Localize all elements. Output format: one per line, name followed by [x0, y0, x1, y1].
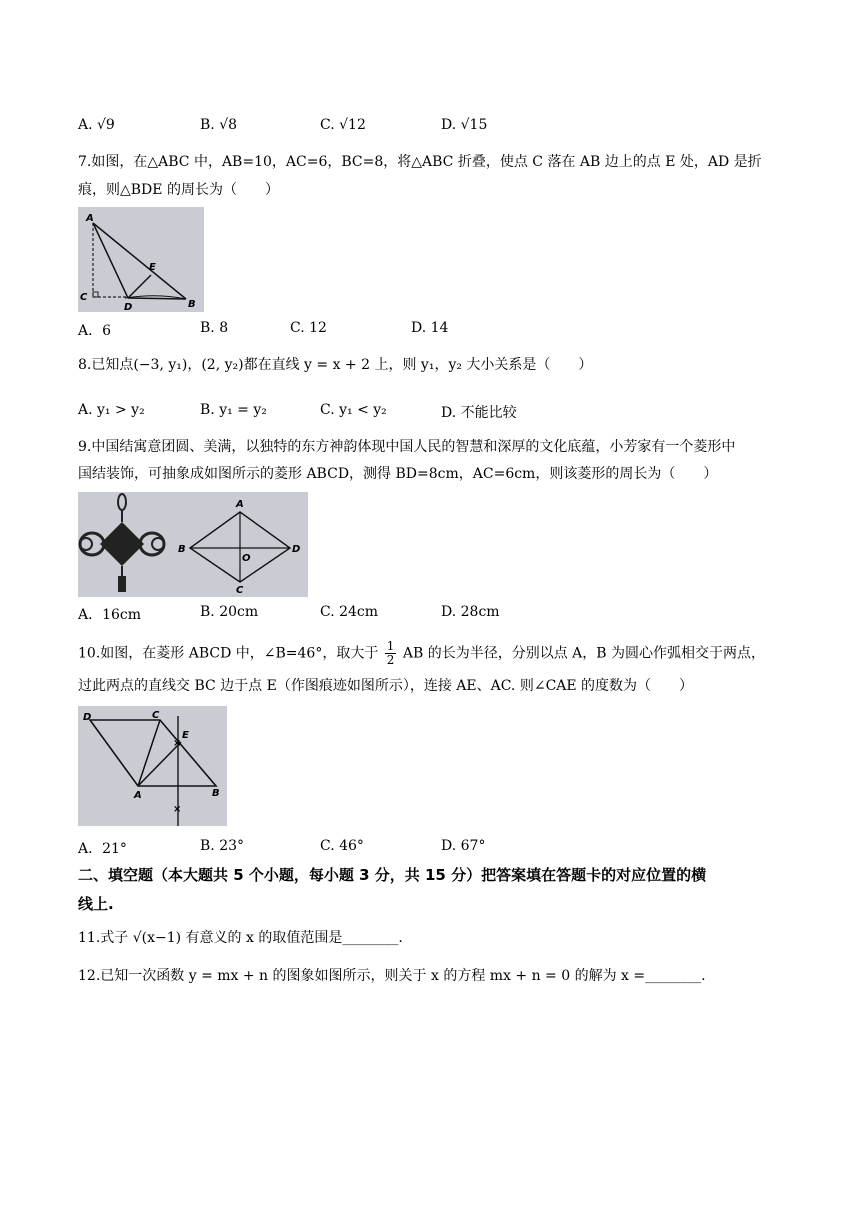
q10-label-c: C [152, 710, 160, 721]
question-11: 11.式子 √(x−1) 有意义的 x 的取值范围是________. [78, 930, 403, 946]
q10-stem-line2: 过此两点的直线交 BC 边于点 E（作图痕迹如图所示），连接 AE、AC. 则∠CAE 的度数为（ ） [78, 678, 694, 694]
q9-label-d: D [292, 544, 301, 555]
q10-arc-mark-bottom: × [173, 804, 182, 815]
q9-option-c: C. 24cm [320, 604, 379, 620]
q7-stem-line1: 7.如图，在△ABC 中，AB=10，AC=6，BC=8，将△ABC 折叠，使点 C 落在 AB 边上的点 E 处，AD 是折 [78, 154, 762, 170]
q10-arc-mark-top: × [173, 738, 182, 749]
q10-fraction-denominator: 2 [386, 653, 395, 667]
section-2-heading-line1: 二、填空题（本大题共 5 个小题，每小题 3 分，共 15 分）把答案填在答题卡的对应位置的横 [78, 866, 707, 884]
q10-rhombus-diagram [78, 706, 227, 826]
q10-option-a: A．21° [78, 841, 127, 857]
q9-option-b: B. 20cm [200, 604, 259, 620]
q7-option-d: D. 14 [411, 320, 449, 336]
q7-triangle-diagram [78, 207, 204, 312]
q7-option-c: C. 12 [290, 320, 327, 336]
q9-option-d: D. 28cm [441, 604, 500, 620]
q10-stem-part2: AB 的长为半径，分别以点 A，B 为圆心作弧相交于两点， [402, 645, 766, 662]
q7-label-a: A [86, 213, 94, 224]
q9-stem-line1: 9.中国结寓意团圆、美满，以独特的东方神韵体现中国人民的智慧和深厚的文化底蕴，小芳家有一个菱形中 [78, 439, 736, 455]
q6-option-d: D. √15 [441, 117, 488, 133]
q7-stem-line2: 痕，则△BDE 的周长为（ ） [78, 182, 279, 198]
q7-option-a: A．6 [78, 323, 112, 339]
q8-stem: 8.已知点(−3, y₁)，(2, y₂)都在直线 y = x + 2 上，则 y₁，y₂ 大小关系是（ ） [78, 357, 593, 373]
q10-option-c: C. 46° [320, 838, 364, 854]
q10-label-b: B [212, 788, 220, 799]
chinese-knot-image [80, 494, 164, 592]
q9-label-c: C [236, 585, 244, 596]
q10-option-d: D. 67° [441, 838, 486, 854]
q7-label-c: C [80, 292, 88, 303]
q9-figure [78, 492, 308, 597]
q10-label-d: D [83, 712, 92, 723]
q10-stem-line1 [78, 640, 765, 667]
q10-label-e: E [182, 730, 189, 741]
q9-rhombus-diagram [78, 492, 308, 597]
q8-option-c: C. y₁ < y₂ [320, 402, 387, 418]
q8-option-a: A. y₁ > y₂ [78, 402, 145, 418]
q10-stem-part1: 10.如图，在菱形 ABCD 中，∠B=46°，取大于 [78, 645, 379, 662]
q9-label-a: A [236, 499, 244, 510]
q6-option-b: B. √8 [200, 117, 238, 133]
q7-option-b: B. 8 [200, 320, 229, 336]
question-12: 12.已知一次函数 y = mx + n 的图象如图所示，则关于 x 的方程 mx + n = 0 的解为 x =________. [78, 968, 706, 984]
q9-option-a: A．16cm [78, 607, 142, 623]
q7-label-e: E [149, 262, 156, 273]
q7-label-d: D [124, 302, 133, 312]
q10-option-b: B. 23° [200, 838, 245, 854]
q9-stem-line2: 国结装饰，可抽象成如图所示的菱形 ABCD，测得 BD=8cm，AC=6cm，则该菱形的周长为（ ） [78, 466, 718, 482]
section-2-heading-line2: 线上. [78, 895, 114, 913]
q8-option-b: B. y₁ = y₂ [200, 402, 267, 418]
q10-label-a: A [134, 790, 142, 801]
q8-option-d: D. 不能比较 [441, 405, 517, 421]
q9-label-o: O [242, 553, 251, 564]
q10-figure [78, 706, 227, 826]
q7-label-b: B [188, 299, 196, 310]
q6-option-c: C. √12 [320, 117, 366, 133]
q6-option-a: A. √9 [78, 117, 115, 133]
q10-fraction [385, 640, 397, 667]
q9-label-b: B [178, 544, 186, 555]
q7-figure [78, 207, 204, 312]
q10-fraction-numerator: 1 [386, 639, 395, 653]
